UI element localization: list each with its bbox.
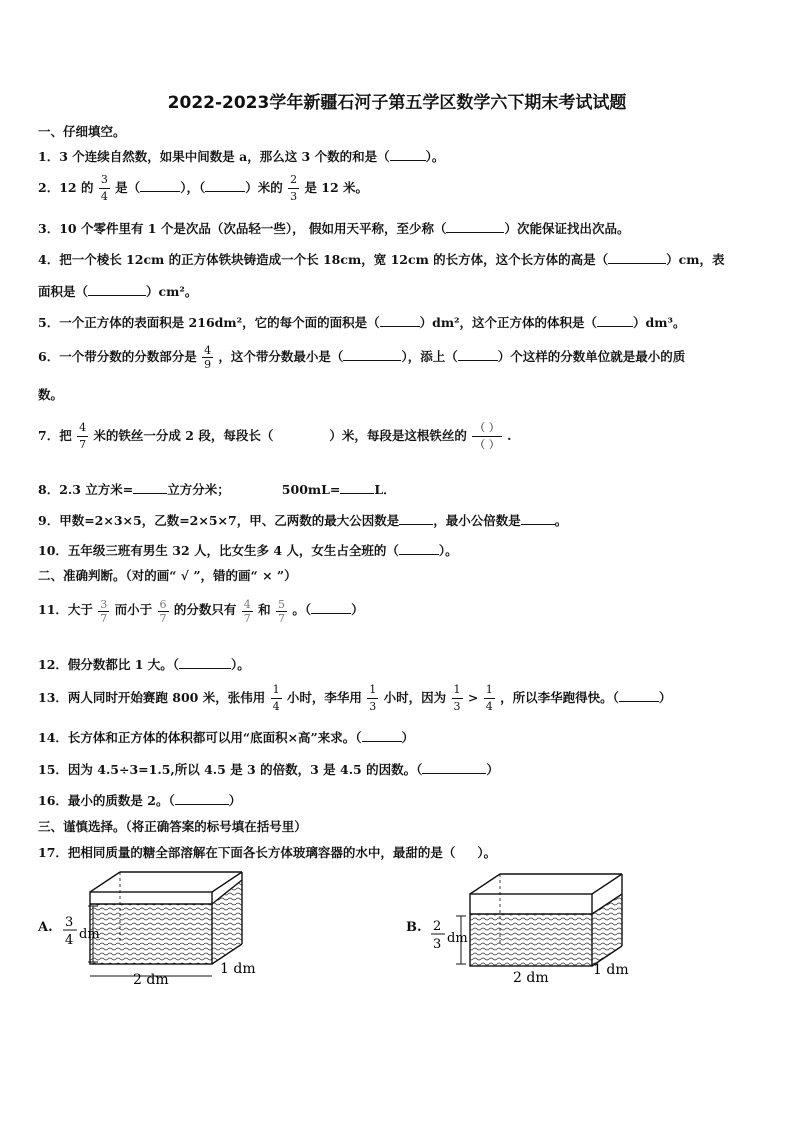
- option-b-container-diagram: [425, 866, 635, 991]
- fraction: $\frac{5}{7}$: [277, 598, 285, 625]
- answer-blank[interactable]: [521, 524, 555, 525]
- fraction: $\frac{4}{9}$: [204, 344, 212, 371]
- option-b-label[interactable]: B.: [406, 920, 422, 935]
- width-label: 1 dm: [220, 961, 256, 977]
- answer-blank[interactable]: [380, 326, 420, 327]
- question-17: 17．把相同质量的糖全部溶解在下面各长方体玻璃容器的水中，最甜的是（ ）。: [38, 845, 497, 860]
- answer-blank[interactable]: [175, 804, 229, 805]
- option-a-label[interactable]: A.: [38, 920, 53, 935]
- answer-blank[interactable]: [390, 160, 426, 161]
- answer-blank[interactable]: [362, 741, 402, 742]
- question-12: 12．假分数都比 1 大。（ ）。: [38, 657, 250, 672]
- answer-blank[interactable]: [179, 668, 231, 669]
- fraction: $\frac{1}{3}$: [369, 683, 377, 713]
- height-denominator: 3: [433, 937, 442, 952]
- question-13: 13．两人同时开始赛跑 800 米，张伟用 $\frac{1}{4}$ 小时，李华用 $\frac{1}{3}$ 小时，因为 $\frac{1}{3}$ > $\frac{1}{4}$ ，所以李华跑得快。（ ）: [38, 683, 672, 713]
- length-label: 2 dm: [133, 972, 169, 988]
- question-7: 7．把 $\frac{4}{7}$ 米的铁丝一分成 2 段，每段长（ ）米，每段是这根铁丝的 $\frac{( )}{( )}$ .: [38, 421, 512, 451]
- question-1: 1．3 个连续自然数，如果中间数是 a，那么这 3 个数的和是（ ）。: [38, 149, 445, 164]
- height-denominator: 4: [65, 933, 74, 948]
- fraction: $\frac{1}{4}$: [272, 683, 280, 713]
- answer-blank[interactable]: [597, 326, 633, 327]
- fraction: $\frac{1}{3}$: [453, 683, 461, 713]
- question-10: 10．五年级三班有男生 32 人，比女生多 4 人，女生占全班的（ ）。: [38, 543, 458, 558]
- question-6-line-2: 数。: [38, 387, 64, 402]
- page-title: 2022-2023学年新疆石河子第五学区数学六下期末考试试题: [167, 93, 627, 113]
- fraction: $\frac{6}{7}$: [159, 598, 167, 625]
- question-14: 14．长方体和正方体的体积都可以用“底面积×高”来求。（ ）: [38, 730, 415, 745]
- question-3: 3．10 个零件里有 1 个是次品（次品轻一些）， 假如用天平称，至少称（ ）次能保证找出次品。: [38, 221, 630, 236]
- answer-blank[interactable]: [619, 701, 659, 702]
- option-a-container-diagram: [60, 866, 270, 991]
- fraction: $\frac{4}{7}$: [79, 421, 87, 451]
- question-9: 9．甲数=2×3×5，乙数=2×5×7，甲、乙两数的最大公因数是 ，最小公倍数是 。: [38, 513, 568, 528]
- height-numerator: 3: [65, 915, 74, 930]
- fraction-blank[interactable]: $\frac{( )}{( )}$: [474, 421, 500, 451]
- fraction: $\frac{1}{4}$: [485, 683, 493, 713]
- question-5: 5．一个正方体的表面积是 216dm²，它的每个面的面积是（ ）dm²，这个正方体的体积是（ ）dm³。: [38, 315, 686, 330]
- answer-blank[interactable]: [446, 232, 504, 233]
- question-2: 2．12 的 $\frac{3}{4}$ 是（ ），（ ）米的 $\frac{2}{3}$ 是 12 米。: [38, 173, 369, 203]
- answer-blank[interactable]: [205, 191, 245, 192]
- section-fill-blank: 一、仔细填空。: [38, 124, 126, 139]
- answer-blank[interactable]: [458, 360, 498, 361]
- height-numerator: 2: [433, 919, 442, 934]
- question-16: 16．最小的质数是 2。（ ）: [38, 793, 242, 808]
- answer-blank[interactable]: [133, 493, 167, 494]
- question-6-line-1: 6．一个带分数的分数部分是 $\frac{4}{9}$ ，这个带分数最小是（ ），添上（ ）个这样的分数单位就是最小的质: [38, 344, 686, 371]
- water-fill: [470, 894, 622, 966]
- fraction: $\frac{3}{4}$: [100, 173, 108, 203]
- width-label: 1 dm: [593, 962, 629, 978]
- answer-blank[interactable]: [311, 613, 351, 614]
- height-unit: dm: [447, 931, 468, 946]
- height-unit: dm: [79, 927, 100, 942]
- fraction: $\frac{3}{7}$: [100, 598, 108, 625]
- fraction: $\frac{4}{7}$: [243, 598, 251, 625]
- question-4-line-2: 面积是（ ）cm²。: [38, 284, 198, 299]
- answer-blank[interactable]: [343, 360, 401, 361]
- length-label: 2 dm: [513, 970, 549, 986]
- answer-blank[interactable]: [340, 493, 374, 494]
- answer-blank[interactable]: [140, 191, 180, 192]
- question-11: 11．大于 $\frac{3}{7}$ 而小于 $\frac{6}{7}$ 的分数只有 $\frac{4}{7}$ 和 $\frac{5}{7}$ 。（ ）: [38, 598, 364, 625]
- answer-blank[interactable]: [608, 263, 666, 264]
- answer-blank[interactable]: [422, 773, 486, 774]
- fraction: $\frac{2}{3}$: [290, 173, 298, 203]
- section-true-false: 二、准确判断。（对的画“ √ ”，错的画“ × ”）: [38, 568, 297, 583]
- question-4-line-1: 4．把一个棱长 12cm 的正方体铁块铸造成一个长 18cm，宽 12cm 的长方体，这个长方体的高是（ ）cm，表: [38, 252, 725, 267]
- question-15: 15．因为 4.5÷3=1.5,所以 4.5 是 3 的倍数，3 是 4.5 的因数。（ ）: [38, 762, 499, 777]
- section-multiple-choice: 三、谨慎选择。（将正确答案的标号填在括号里）: [38, 819, 307, 834]
- question-8: 8．2.3 立方米= 立方分米； 500mL= L．: [38, 482, 396, 497]
- answer-blank[interactable]: [399, 524, 433, 525]
- answer-blank[interactable]: [399, 554, 439, 555]
- answer-blank[interactable]: [88, 295, 146, 296]
